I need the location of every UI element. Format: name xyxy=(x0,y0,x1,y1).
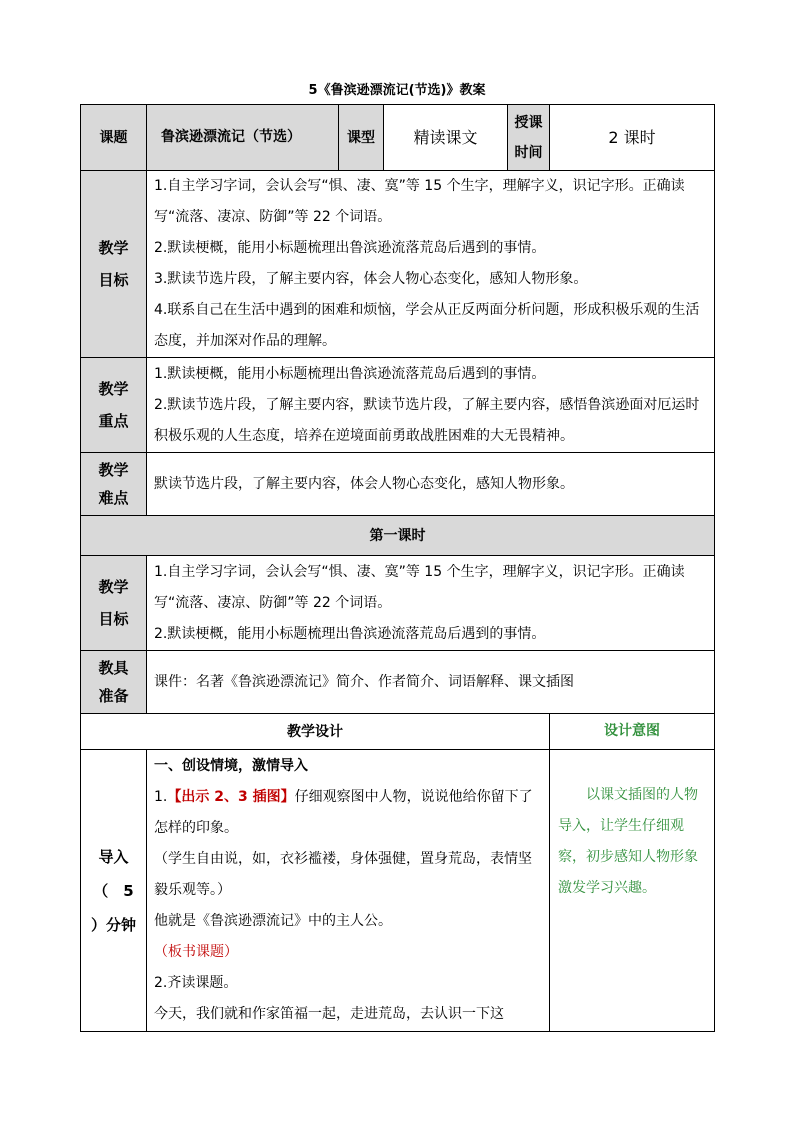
goal-item: 1.自主学习字词，会认会写“惧、凄、寞”等 15 个生字，理解字义，识记字形。正确读写“流落、凄凉、防御”等 22 个词语。 xyxy=(154,178,685,225)
prep-content: 课件：名著《鲁滨逊漂流记》简介、作者简介、词语解释、课文插图 xyxy=(147,651,715,714)
goals-label xyxy=(81,171,147,358)
step3: 今天，我们就和作家笛福一起，走进荒岛，去认识一下这 xyxy=(154,1006,504,1022)
intro-label-line2: （ 5 xyxy=(93,881,134,900)
goals-content xyxy=(147,171,715,358)
intro-label-line1: 导入 xyxy=(98,847,129,866)
type-value: 精读课文 xyxy=(384,105,508,171)
time-value: 2 课时 xyxy=(550,105,715,171)
keypoints-content xyxy=(147,358,715,453)
keypoint-item: 1.默读梗概，能用小标题梳理出鲁滨逊流落荒岛后遇到的事情。 xyxy=(154,365,546,382)
step1-prefix: 1. xyxy=(154,789,168,805)
difficulties-label xyxy=(81,453,147,516)
time-label xyxy=(508,105,550,171)
step1-note: （学生自由说，如，衣衫褴褛，身体强健，置身荒岛，表情坚毅乐观等。） xyxy=(154,851,532,898)
prep-label-line2: 准备 xyxy=(98,687,129,705)
keypoints-label-line2: 重点 xyxy=(98,412,129,430)
lesson1-goal-item: 1.自主学习字词，会认会写“惧、凄、寞”等 15 个生字，理解字义，识记字形。正确读写“流落、凄凉、防御”等 22 个词语。 xyxy=(154,563,685,611)
time-label-line1: 授课 xyxy=(514,114,543,131)
board-note: （板书课题） xyxy=(154,944,238,960)
lesson1-heading: 第一课时 xyxy=(81,516,715,556)
prep-label xyxy=(81,651,147,714)
time-label-line2: 时间 xyxy=(514,144,543,161)
lesson1-goals-label-line2: 目标 xyxy=(98,610,129,628)
difficulties-label-line1: 教学 xyxy=(98,461,129,479)
keypoint-item: 2.默读节选片段，了解主要内容，默读节选片段，了解主要内容，感悟鲁滨逊面对厄运时积极乐观的人生态度，培养在逆境面前勇敢战胜困难的大无畏精神。 xyxy=(154,396,700,444)
topic-label: 课题 xyxy=(81,105,147,171)
step1-highlight: 【出示 2、3 插图】 xyxy=(167,789,295,805)
keypoints-label-line1: 教学 xyxy=(98,380,129,398)
difficulties-content: 默读节选片段，了解主要内容，体会人物心态变化，感知人物形象。 xyxy=(147,453,715,516)
step2: 2.齐读课题。 xyxy=(154,975,238,991)
goal-item: 3.默读节选片段，了解主要内容，体会人物心态变化，感知人物形象。 xyxy=(154,271,588,287)
goals-label-line1: 教学 xyxy=(98,239,129,257)
intro-label xyxy=(81,750,147,1032)
intent-header: 设计意图 xyxy=(550,714,715,750)
intro-content xyxy=(147,750,550,1032)
goals-label-line2: 目标 xyxy=(98,271,129,289)
goal-item: 4.联系自己在生活中遇到的困难和烦恼，学会从正反两面分析问题，形成积极乐观的生活态度，并加深对作品的理解。 xyxy=(154,302,700,349)
topic-value: 鲁滨逊漂流记（节选） xyxy=(147,105,339,171)
intent-content: 以课文插图的人物导入，让学生仔细观察，初步感知人物形象激发学习兴趣。 xyxy=(550,750,715,1032)
type-label: 课型 xyxy=(339,105,384,171)
design-header: 教学设计 xyxy=(81,714,550,750)
document-title: 5《鲁滨逊漂流记(节选)》教案 xyxy=(308,83,486,98)
section-title: 一、创设情境，激情导入 xyxy=(154,758,308,774)
lesson1-goal-item: 2.默读梗概，能用小标题梳理出鲁滨逊流落荒岛后遇到的事情。 xyxy=(154,625,546,642)
lesson1-goals-label xyxy=(81,556,147,651)
intro-label-line3: ）分钟 xyxy=(90,915,136,934)
step1-text: 仔细观察图中人物，说说他给你留下了怎样的印象。 xyxy=(154,789,533,836)
lesson-plan-table xyxy=(80,104,715,1032)
goal-item: 2.默读梗概，能用小标题梳理出鲁滨逊流落荒岛后遇到的事情。 xyxy=(154,240,546,256)
keypoints-label xyxy=(81,358,147,453)
difficulties-label-line2: 难点 xyxy=(98,489,129,507)
step1-follow: 他就是《鲁滨逊漂流记》中的主人公。 xyxy=(154,913,392,929)
lesson1-goals-content xyxy=(147,556,715,651)
lesson1-goals-label-line1: 教学 xyxy=(98,578,129,596)
prep-label-line1: 教具 xyxy=(98,659,129,677)
step1 xyxy=(154,782,545,844)
